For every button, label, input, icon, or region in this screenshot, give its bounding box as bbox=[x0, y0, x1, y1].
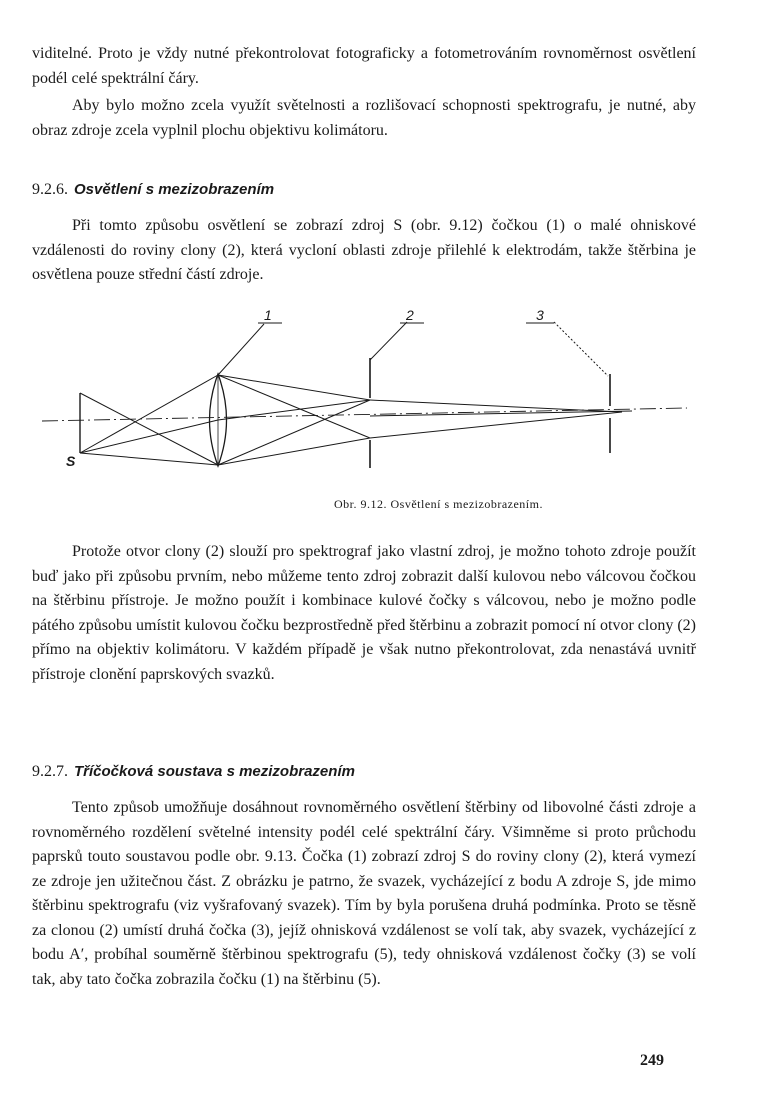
section-title: Tříčočková soustava s mezizobrazením bbox=[74, 763, 355, 780]
ray bbox=[218, 375, 370, 438]
aperture-label: 2 bbox=[406, 307, 414, 323]
paragraph-section-9-2-6: Při tomto způsobu osvětlení se zobrazí zdroj S (obr. 9.12) čočkou (1) o malé ohniskové vzdálenosti do roviny clony (2), která vycloní oblasti zdroje přilehlé k elektrodám, takže štěrbina je osvětlena pouze střední částí zdroje. bbox=[32, 217, 696, 283]
leader-1 bbox=[218, 324, 264, 375]
ray bbox=[218, 375, 370, 400]
paragraph-intro: viditelné. Proto je vždy nutné překontrolovat fotograficky a fotometrováním rovnoměrnost osvětlení podél celé spektrální čáry. bbox=[32, 45, 696, 87]
ray bbox=[80, 420, 218, 453]
optical-axis bbox=[42, 408, 687, 421]
figure-9-12 bbox=[32, 298, 696, 488]
page-number: 249 bbox=[640, 1052, 664, 1069]
section-number: 9.2.6. bbox=[32, 181, 68, 198]
paragraph-intro-2: Aby bylo možno zcela využít světelnosti a rozlišovací schopnosti spektrografu, je nutné, aby obraz zdroje zcela vyplnil plochu objektivu kolimátoru. bbox=[32, 97, 696, 139]
section-heading-9-2-6 bbox=[32, 180, 274, 200]
lens-label: 1 bbox=[264, 307, 272, 323]
ray bbox=[370, 412, 622, 438]
section-number: 9.2.7. bbox=[32, 763, 68, 780]
ray bbox=[80, 393, 218, 465]
optical-diagram bbox=[32, 298, 696, 488]
ray bbox=[80, 375, 218, 453]
slit-label: 3 bbox=[536, 307, 544, 323]
leader-2 bbox=[370, 322, 407, 360]
paragraph-middle: Protože otvor clony (2) slouží pro spektrograf jako vlastní zdroj, je možno tohoto zdroje použít buď jako při způsobu prvním, nebo můžeme tento zdroj zobrazit další kulovou nebo válcovou čočkou na štěrbinu přístroje. Je možno použít i kombinace kulové čočky s válcovou, nebo je možno podle pátého způsobu umístit kulovou čočku bezprostředně před štěrbinu a zobrazit pomocí ní otvor clony (2) přímo na objektiv kolimátoru. V každém případě je však nutno překontrolovat, zda nenastává uvnitř přístroje clonění paprskových svazků. bbox=[32, 543, 696, 683]
ray bbox=[370, 400, 622, 412]
ray bbox=[218, 438, 370, 465]
section-heading-9-2-7 bbox=[32, 762, 355, 782]
figure-caption: Obr. 9.12. Osvětlení s mezizobrazením. bbox=[334, 497, 543, 511]
paragraph-section-9-2-7: Tento způsob umožňuje dosáhnout rovnoměrného osvětlení štěrbiny od libovolné části zdroje a rovnoměrného rozdělení světelné intensity podél celé spektrální čáry. Všimněme si proto průchodu paprsků touto soustavou podle obr. 9.13. Čočka (1) zobrazí zdroj S do roviny clony (2), která vymezí ze zdroje jen užitečnou část. Z obrázku je patrno, že svazek, vycházející z bodu A zdroje S, jde mimo štěrbinu spektrografu (viz vyšrafovaný svazek). Tím by byla porušena druhá podmínka. Proto se těsně za clonou (2) umístí druhá čočka (3), jejíž ohnisková vzdálenost se volí tak, aby svazek, vycházející z bodu A′, probíhal souměrně štěrbinou spektrografu (5), tedy ohnisková vzdálenost čočky (3) se volí tak, aby tato čočka zobrazila čočku (1) na štěrbinu (5). bbox=[32, 799, 696, 988]
source-label: S bbox=[66, 453, 76, 469]
section-title: Osvětlení s mezizobrazením bbox=[74, 181, 275, 198]
ray bbox=[80, 453, 218, 465]
leader-3 bbox=[554, 322, 608, 376]
